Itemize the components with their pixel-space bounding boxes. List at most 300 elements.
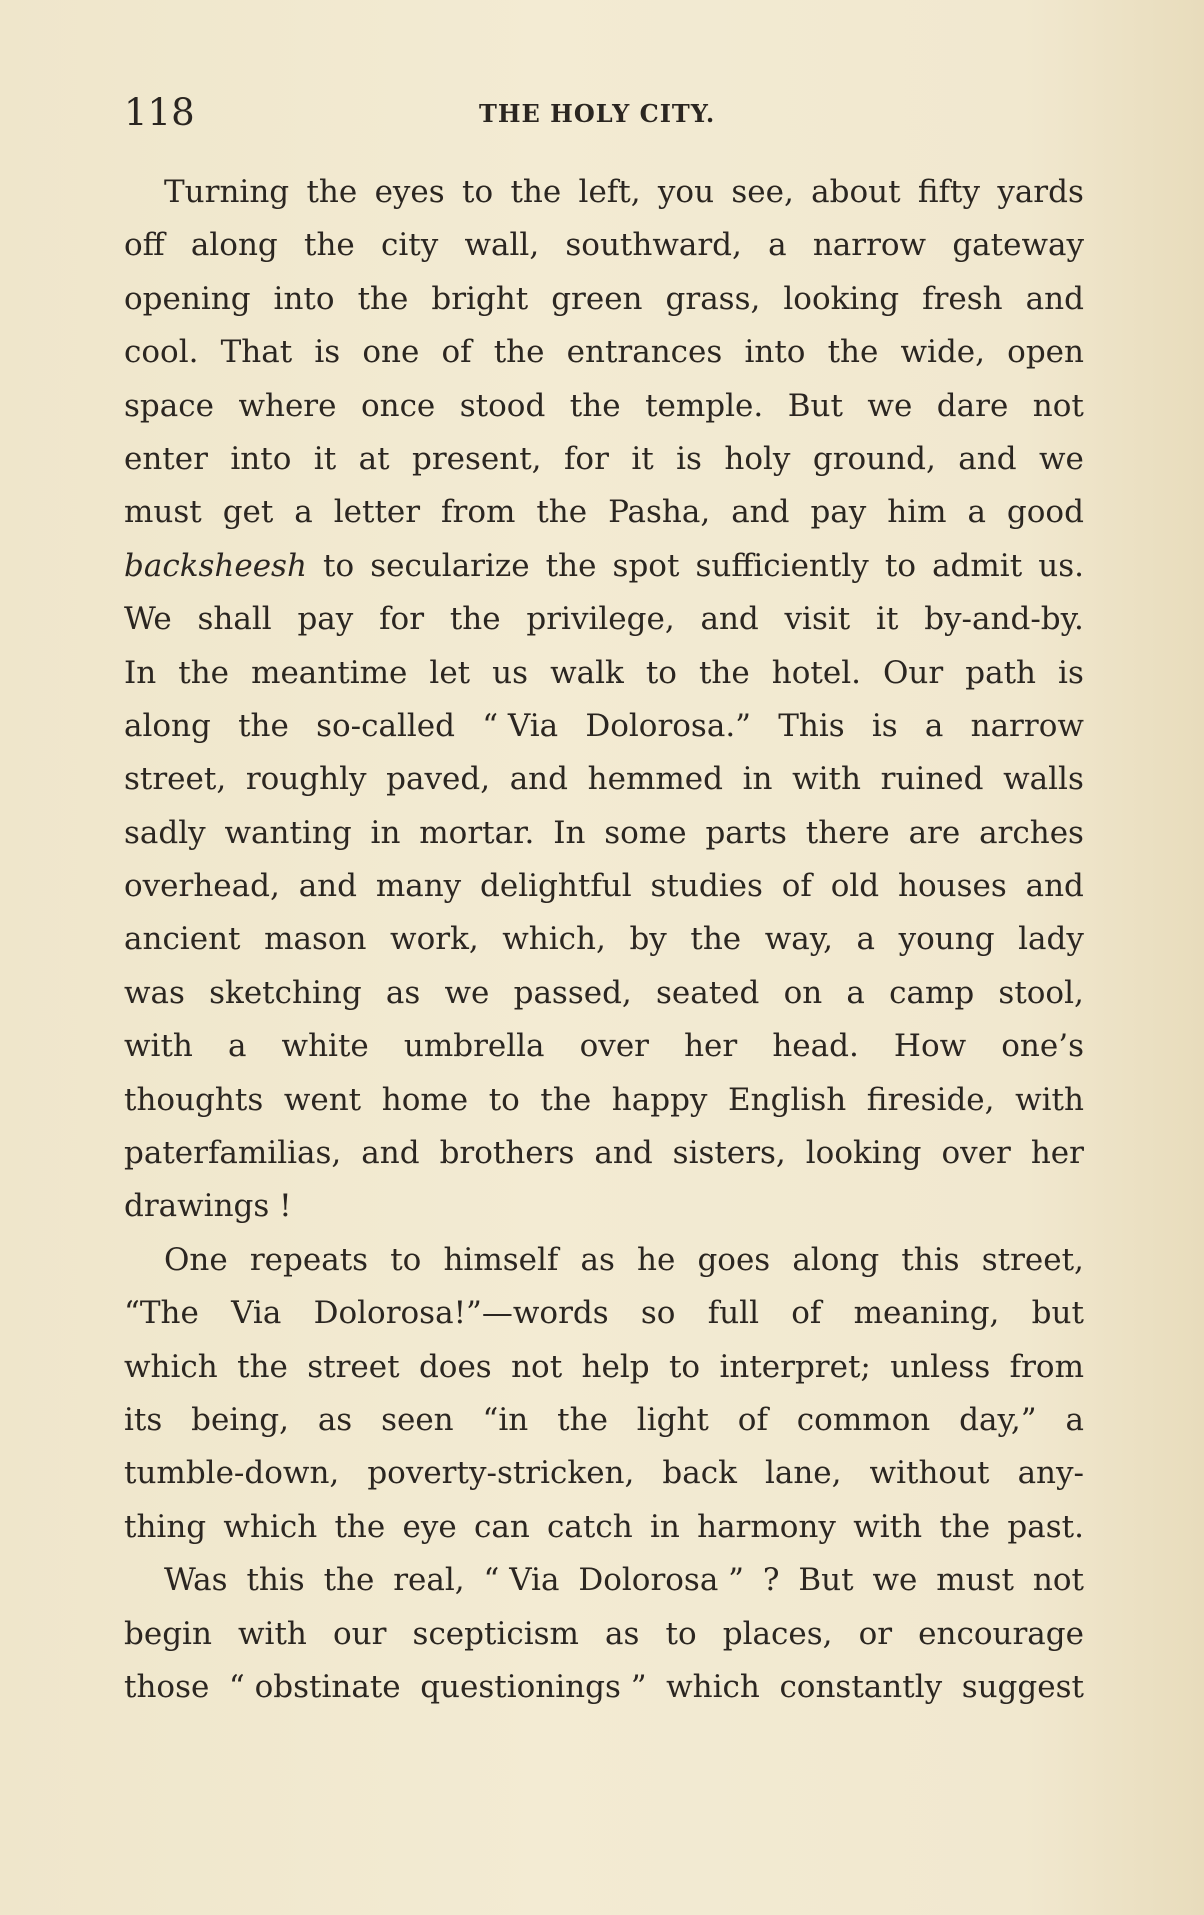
- word: thoughts: [124, 1081, 264, 1118]
- text-line: [124, 1447, 1084, 1500]
- word: sufficiently: [695, 547, 869, 584]
- word: the: [545, 547, 597, 584]
- text-line: [124, 1501, 1084, 1554]
- word: into: [744, 334, 806, 371]
- word: encourage: [918, 1615, 1084, 1652]
- word: which,: [502, 921, 606, 958]
- word: But: [798, 1562, 854, 1599]
- word: for: [563, 440, 609, 477]
- word: as: [317, 1401, 353, 1438]
- word: the: [569, 387, 621, 424]
- word: to: [668, 1348, 701, 1385]
- word: happy: [611, 1081, 708, 1118]
- word: places,: [722, 1615, 833, 1652]
- text-line: [124, 1180, 1084, 1233]
- word: privilege,: [526, 601, 675, 638]
- word: roughly: [245, 761, 367, 798]
- word: brothers: [439, 1135, 575, 1172]
- page-header: [124, 88, 1084, 138]
- word: unless: [890, 1348, 991, 1385]
- word: to: [462, 174, 494, 210]
- word: it: [313, 440, 337, 477]
- body-text: [124, 166, 1084, 1714]
- word: into: [273, 280, 335, 317]
- word: and: [700, 601, 759, 638]
- word: from: [441, 494, 516, 531]
- word: and: [594, 1135, 653, 1172]
- word: Our: [883, 654, 944, 691]
- word: must: [124, 494, 202, 531]
- word: fifty: [917, 174, 980, 210]
- word: mason: [264, 921, 367, 958]
- word: real,: [393, 1562, 465, 1599]
- word: temple.: [645, 387, 764, 424]
- word: space: [124, 387, 214, 424]
- word: “ Via: [483, 1562, 560, 1599]
- word: not: [1032, 387, 1084, 424]
- word: of: [737, 1401, 768, 1438]
- word: lane,: [764, 1455, 842, 1492]
- word: walls: [1003, 761, 1084, 798]
- word: and: [361, 1135, 420, 1172]
- word: of: [781, 868, 812, 905]
- word: Pasha,: [608, 494, 711, 531]
- word: any-: [1017, 1455, 1084, 1492]
- word: “The: [124, 1295, 199, 1332]
- word: common: [796, 1401, 931, 1438]
- word: the: [698, 654, 750, 691]
- word: walk: [550, 654, 624, 691]
- word: her: [684, 1028, 738, 1065]
- word: present,: [411, 440, 542, 477]
- word: But: [787, 387, 843, 424]
- word: as: [580, 1241, 615, 1278]
- text-line: [124, 1127, 1084, 1180]
- word: sadly: [124, 814, 206, 851]
- text-line: [124, 1554, 1084, 1607]
- word: lady: [1018, 921, 1084, 958]
- word: it: [631, 440, 654, 477]
- word: one: [362, 334, 420, 371]
- word: paterfamilias,: [124, 1135, 342, 1172]
- word: meaning,: [853, 1295, 1000, 1332]
- word: we: [872, 1562, 918, 1599]
- word: harmony: [697, 1508, 836, 1545]
- word: of: [791, 1295, 822, 1332]
- text-line: [124, 700, 1084, 753]
- word: ?: [762, 1562, 780, 1599]
- word: narrow: [970, 707, 1084, 744]
- word: light: [636, 1401, 709, 1438]
- word: ruined: [880, 761, 984, 798]
- word: there: [805, 814, 890, 851]
- word: into: [230, 440, 292, 477]
- word: sisters,: [672, 1135, 786, 1172]
- word: repeats: [249, 1241, 369, 1278]
- word: this: [246, 1562, 305, 1599]
- word: houses: [897, 868, 1007, 905]
- word: does: [418, 1348, 492, 1385]
- word: with: [853, 1508, 923, 1545]
- word: catch: [547, 1508, 633, 1545]
- word: the: [939, 1508, 991, 1545]
- word: Dolorosa ”: [578, 1562, 745, 1599]
- word: in: [649, 1508, 680, 1545]
- word: street,: [124, 761, 227, 798]
- word: secularize: [370, 547, 530, 584]
- word: this: [901, 1241, 960, 1278]
- word: can: [473, 1508, 530, 1545]
- word: the: [357, 280, 409, 317]
- text-line: [124, 913, 1084, 966]
- text-line: [124, 593, 1084, 646]
- word: the: [306, 174, 358, 210]
- word: with: [238, 1615, 307, 1652]
- word: drawings !: [124, 1188, 292, 1225]
- word: we: [1038, 440, 1084, 477]
- word: being,: [191, 1401, 289, 1438]
- word: fresh: [922, 280, 1003, 317]
- word: work,: [390, 921, 479, 958]
- word: young: [898, 921, 995, 958]
- word: gateway: [952, 227, 1084, 264]
- text-line: [124, 1608, 1084, 1661]
- word: a: [227, 1028, 247, 1065]
- word: in: [370, 814, 401, 851]
- word: That: [220, 334, 293, 371]
- word: along: [124, 707, 211, 744]
- word: along: [792, 1241, 880, 1278]
- word: constantly: [779, 1668, 943, 1705]
- word: along: [190, 227, 278, 264]
- word: he: [637, 1241, 676, 1278]
- word: get: [222, 494, 274, 531]
- word: over: [579, 1028, 649, 1065]
- word: a: [294, 494, 313, 531]
- word: was: [124, 974, 185, 1011]
- word: and: [958, 440, 1017, 477]
- word: must: [936, 1562, 1014, 1599]
- word: the: [304, 227, 355, 264]
- word: about: [811, 174, 901, 210]
- word: “ Via: [482, 707, 559, 744]
- word: a: [856, 921, 876, 958]
- word: with: [792, 761, 861, 798]
- word: admit: [932, 547, 1023, 584]
- word: once: [360, 387, 436, 424]
- text-line: [124, 326, 1084, 379]
- word: a: [967, 494, 986, 531]
- word: the: [334, 1508, 386, 1545]
- word: Dolorosa!”—words: [313, 1295, 609, 1332]
- word: pay: [810, 494, 867, 531]
- text-line: [124, 967, 1084, 1020]
- word: yards: [997, 174, 1084, 210]
- text-line: [124, 1661, 1084, 1714]
- word: begin: [124, 1615, 212, 1652]
- text-line: [124, 380, 1084, 433]
- word: We: [124, 601, 172, 638]
- word: spot: [612, 547, 680, 584]
- word: path: [965, 654, 1036, 691]
- word: opening: [124, 280, 251, 317]
- word: sketching: [209, 974, 362, 1011]
- word: is: [676, 440, 702, 477]
- word: and: [1025, 868, 1084, 905]
- text-line: [124, 219, 1084, 272]
- word: way,: [764, 921, 833, 958]
- text-line: [124, 1234, 1084, 1287]
- word: white: [281, 1028, 369, 1065]
- word: In: [553, 814, 586, 851]
- word: backsheesh: [124, 547, 307, 584]
- word: the: [510, 174, 562, 210]
- word: wall,: [464, 227, 540, 264]
- word: help: [581, 1348, 650, 1385]
- word: you: [657, 174, 715, 210]
- word: is: [871, 707, 898, 744]
- word: enter: [124, 440, 208, 477]
- word: and: [1025, 280, 1084, 317]
- word: so-called: [316, 707, 455, 744]
- word: let: [429, 654, 471, 691]
- word: a: [924, 707, 944, 744]
- word: “in: [482, 1401, 529, 1438]
- word: it: [876, 601, 899, 638]
- word: the: [237, 1348, 288, 1385]
- word: to: [884, 547, 916, 584]
- word: went: [283, 1081, 362, 1118]
- word: as: [605, 1615, 640, 1652]
- word: good: [1006, 494, 1084, 531]
- word: at: [358, 440, 390, 477]
- word: seated: [655, 974, 760, 1011]
- word: a: [1065, 1401, 1084, 1438]
- word: our: [332, 1615, 387, 1652]
- text-line: [124, 647, 1084, 700]
- word: over: [941, 1135, 1011, 1172]
- word: with: [1015, 1081, 1084, 1118]
- word: suggest: [961, 1668, 1084, 1705]
- text-line: [124, 753, 1084, 806]
- word: full: [707, 1295, 759, 1332]
- word: so: [640, 1295, 676, 1332]
- word: see,: [731, 174, 794, 210]
- word: Via: [231, 1295, 282, 1332]
- word: is: [314, 334, 341, 371]
- word: city: [381, 227, 439, 264]
- word: back: [662, 1455, 737, 1492]
- word: with: [124, 1028, 193, 1065]
- word: not: [1032, 1562, 1084, 1599]
- text-line: [124, 166, 1084, 219]
- word: to: [645, 654, 677, 691]
- word: ancient: [124, 921, 241, 958]
- text-line: [124, 486, 1084, 539]
- text-line: [124, 1074, 1084, 1127]
- text-line: [124, 1341, 1084, 1394]
- text-line: [124, 1020, 1084, 1073]
- word: eye: [402, 1508, 457, 1545]
- word: which: [223, 1508, 318, 1545]
- word: One: [164, 1241, 228, 1278]
- word: pay: [297, 601, 354, 638]
- word: its: [124, 1401, 163, 1438]
- word: studies: [650, 868, 763, 905]
- word: home: [381, 1081, 469, 1118]
- word: This: [778, 707, 845, 744]
- word: street: [307, 1348, 400, 1385]
- word: seen: [381, 1401, 454, 1438]
- word: by-and-by.: [924, 601, 1084, 638]
- word: entrances: [566, 334, 723, 371]
- word: hemmed: [587, 761, 723, 798]
- word: where: [238, 387, 337, 424]
- word: which: [124, 1348, 218, 1385]
- word: wanting: [224, 814, 352, 851]
- word: thing: [124, 1508, 207, 1545]
- word: Dolorosa.”: [585, 707, 752, 744]
- word: one’s: [1001, 1028, 1084, 1065]
- word: Turning: [164, 174, 290, 210]
- word: are: [908, 814, 961, 851]
- word: by: [629, 921, 667, 958]
- word: her: [1030, 1135, 1084, 1172]
- word: we: [444, 974, 490, 1011]
- word: visit: [784, 601, 851, 638]
- word: the: [238, 707, 289, 744]
- word: stood: [459, 387, 546, 424]
- word: shall: [197, 601, 272, 638]
- word: cool.: [124, 334, 199, 371]
- word: of: [441, 334, 472, 371]
- word: the: [557, 1401, 608, 1438]
- word: scepticism: [412, 1615, 579, 1652]
- word: meantime: [251, 654, 408, 691]
- word: a: [846, 974, 865, 1011]
- word: hotel.: [771, 654, 861, 691]
- word: to: [323, 547, 355, 584]
- word: without: [869, 1455, 990, 1492]
- text-line: [124, 807, 1084, 860]
- word: open: [1007, 334, 1084, 371]
- word: looking: [783, 280, 900, 317]
- word: bright: [431, 280, 529, 317]
- word: overhead,: [124, 868, 280, 905]
- word: him: [887, 494, 947, 531]
- word: parts: [705, 814, 787, 851]
- word: tumble-down,: [124, 1455, 340, 1492]
- word: delightful: [480, 868, 632, 905]
- text-line: [124, 273, 1084, 326]
- word: goes: [697, 1241, 771, 1278]
- word: camp: [889, 974, 975, 1011]
- word: wide,: [900, 334, 986, 371]
- word: questionings ”: [420, 1668, 647, 1705]
- word: and: [731, 494, 790, 531]
- word: the: [323, 1562, 375, 1599]
- word: street,: [981, 1241, 1084, 1278]
- word: to: [488, 1081, 520, 1118]
- word: but: [1031, 1295, 1084, 1332]
- word: himself: [443, 1241, 559, 1278]
- word: the: [690, 921, 742, 958]
- word: in: [742, 761, 773, 798]
- word: the: [540, 1081, 592, 1118]
- word: interpret;: [719, 1348, 871, 1385]
- word: How: [893, 1028, 967, 1065]
- word: which: [666, 1668, 760, 1705]
- word: umbrella: [403, 1028, 545, 1065]
- running-title: THE HOLY CITY.: [479, 99, 716, 128]
- word: or: [858, 1615, 893, 1652]
- word: and: [509, 761, 568, 798]
- word: head.: [772, 1028, 859, 1065]
- word: day,”: [959, 1401, 1037, 1438]
- word: dare: [936, 387, 1009, 424]
- word: those: [124, 1668, 210, 1705]
- word: the: [536, 494, 588, 531]
- word: the: [827, 334, 879, 371]
- text-line: [124, 1394, 1084, 1447]
- word: eyes: [374, 174, 445, 210]
- word: and: [298, 868, 357, 905]
- word: some: [604, 814, 687, 851]
- word: poverty-stricken,: [367, 1455, 635, 1492]
- word: arches: [979, 814, 1084, 851]
- word: mortar.: [419, 814, 535, 851]
- word: us.: [1038, 547, 1084, 584]
- word: to: [665, 1615, 697, 1652]
- word: not: [511, 1348, 563, 1385]
- word: fireside,: [866, 1081, 995, 1118]
- word: the: [449, 601, 501, 638]
- page-number: 118: [124, 91, 195, 134]
- word: a: [768, 227, 787, 264]
- word: English: [728, 1081, 847, 1118]
- word: the: [178, 654, 230, 691]
- text-line: [124, 860, 1084, 913]
- word: ground,: [812, 440, 936, 477]
- word: is: [1058, 654, 1084, 691]
- word: passed,: [513, 974, 632, 1011]
- text-line: [124, 433, 1084, 486]
- text-line: [124, 1287, 1084, 1340]
- word: “ obstinate: [228, 1668, 401, 1705]
- word: us: [492, 654, 529, 691]
- word: grass,: [665, 280, 761, 317]
- word: looking: [805, 1135, 922, 1172]
- text-line: [124, 540, 1084, 593]
- word: old: [830, 868, 880, 905]
- word: to: [390, 1241, 422, 1278]
- word: from: [1009, 1348, 1084, 1385]
- word: on: [783, 974, 823, 1011]
- word: off: [124, 227, 165, 264]
- word: southward,: [565, 227, 742, 264]
- word: left,: [578, 174, 641, 210]
- word: past.: [1007, 1508, 1084, 1545]
- word: stool,: [998, 974, 1084, 1011]
- word: we: [867, 387, 913, 424]
- word: Was: [164, 1562, 228, 1599]
- word: narrow: [812, 227, 927, 264]
- word: as: [385, 974, 421, 1011]
- word: paved,: [386, 761, 491, 798]
- word: In: [124, 654, 157, 691]
- word: the: [493, 334, 545, 371]
- word: many: [375, 868, 462, 905]
